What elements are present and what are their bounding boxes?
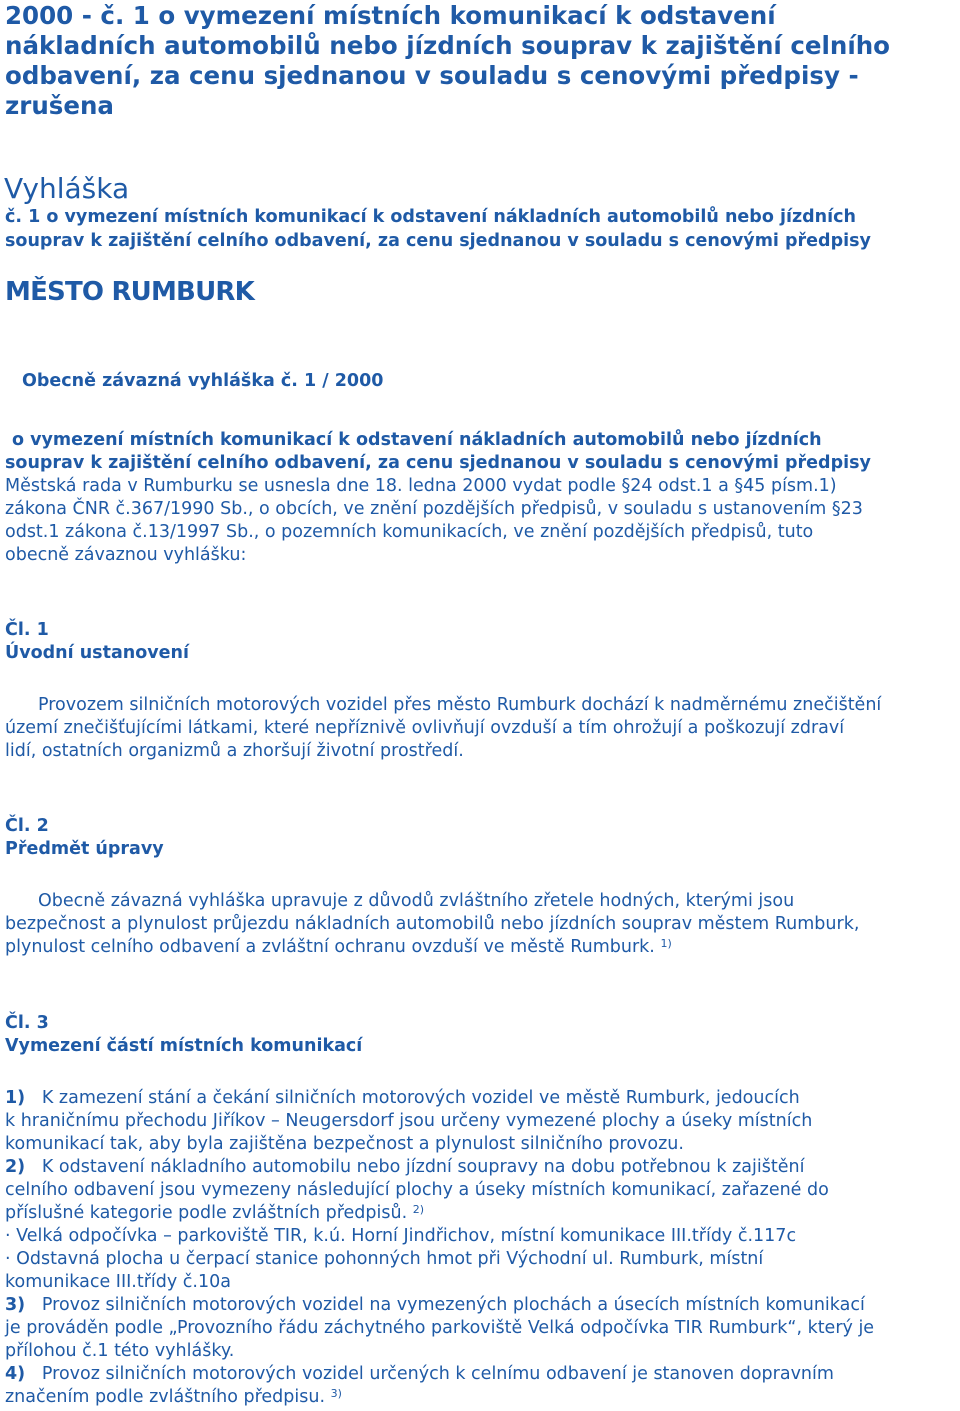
article-3-p2-line-2: celního odbavení jsou vymezeny následující plochy a úseky místních komunikací, zařazené do <box>5 1180 829 1200</box>
article-1-number: Čl. 1 <box>5 620 49 640</box>
article-3-p2-line-3-text: příslušné kategorie podle zvláštních předpisů. <box>5 1203 408 1223</box>
article-3-title: Vymezení částí místních komunikací <box>5 1036 363 1056</box>
article-3-bullet-1: · Velká odpočívka – parkoviště TIR, k.ú. Horní Jindřichov, místní komunikace III.třídy č.117c <box>5 1226 797 1246</box>
preamble-line-4: obecně závaznou vyhlášku: <box>5 545 247 565</box>
article-2-line-3 <box>5 936 672 959</box>
article-3-p4-line-2 <box>5 1386 342 1409</box>
article-3-p2-line-1 <box>5 1156 804 1179</box>
article-2-line-2: bezpečnost a plynulost průjezdu nákladních automobilů nebo jízdních souprav městem Rumburk, <box>5 914 860 934</box>
heading-line-1: 2000 - č. 1 o vymezení místních komunikací k odstavení <box>5 1 776 30</box>
heading-line-4: zrušena <box>5 91 114 120</box>
article-3-p4-line-1 <box>5 1363 834 1386</box>
preamble-line-2: zákona ČNR č.367/1990 Sb., o obcích, ve znění pozdějších předpisů, v souladu s ustanovením §23 <box>5 499 863 519</box>
article-3-p3-line-1-text: Provoz silničních motorových vozidel na vymezených plochách a úsecích místních komunikací <box>41 1295 865 1315</box>
article-2-number: Čl. 2 <box>5 816 49 836</box>
heading-line-2: nákladních automobilů nebo jízdních souprav k zajištění celního <box>5 31 890 60</box>
article-3-p2-number: 2) <box>5 1157 26 1177</box>
article-3-p1-number: 1) <box>5 1088 26 1108</box>
article-3-number: Čl. 3 <box>5 1013 49 1033</box>
footnote-ref-1[interactable]: 1) <box>660 937 672 950</box>
article-3-p4-number: 4) <box>5 1364 26 1384</box>
ordinance-title: Obecně závazná vyhláška č. 1 / 2000 <box>22 371 384 391</box>
document-type: Vyhláška <box>4 172 130 205</box>
city-name: MĚSTO RUMBURK <box>5 277 254 307</box>
article-3-p1-line-2: k hraničnímu přechodu Jiříkov – Neugersdorf jsou určeny vymezené plochy a úseky místních <box>5 1111 813 1131</box>
article-2-line-3-text: plynulost celního odbavení a zvláštní ochranu ovzduší ve městě Rumburk. <box>5 937 655 957</box>
subtitle-line-1: č. 1 o vymezení místních komunikací k odstavení nákladních automobilů nebo jízdních <box>5 207 856 227</box>
article-1-line-2: území znečišťujícími látkami, které nepříznivě ovlivňují ovzduší a tím ohrožují a poškozují zdraví <box>5 718 845 738</box>
article-3-p3-line-1 <box>5 1294 865 1317</box>
article-1-line-1: Provozem silničních motorových vozidel přes město Rumburk dochází k nadměrnému znečištění <box>38 695 882 715</box>
article-3-bullet-2-cont: komunikace III.třídy č.10a <box>5 1272 231 1292</box>
article-3-bullet-2: · Odstavná plocha u čerpací stanice pohonných hmot při Východní ul. Rumburk, místní <box>5 1249 764 1269</box>
article-3-p2-line-3 <box>5 1202 424 1225</box>
article-3-p3-number: 3) <box>5 1295 26 1315</box>
article-3-p4-line-2-text: značením podle zvláštního předpisu. <box>5 1387 326 1407</box>
article-2-line-1: Obecně závazná vyhláška upravuje z důvodů zvláštního zřetele hodných, kterými jsou <box>38 891 795 911</box>
subtitle-line-2: souprav k zajištění celního odbavení, za cenu sjednanou v souladu s cenovými předpisy <box>5 231 871 251</box>
article-3-p1-line-1-text: K zamezení stání a čekání silničních motorových vozidel ve městě Rumburk, jedoucích <box>41 1088 800 1108</box>
article-3-p3-line-2: je prováděn podle „Provozního řádu záchytného parkoviště Velká odpočívka TIR Rumburk“, který je <box>5 1318 875 1338</box>
footnote-ref-3[interactable]: 3) <box>330 1387 342 1400</box>
article-3-p3-line-3: přílohou č.1 této vyhlášky. <box>5 1341 235 1361</box>
article-3-p1-line-3: komunikací tak, aby byla zajištěna bezpečnost a plynulost silničního provozu. <box>5 1134 684 1154</box>
preamble-line-3: odst.1 zákona č.13/1997 Sb., o pozemních komunikacích, ve znění pozdějších předpisů, tuto <box>5 522 814 542</box>
heading-line-3: odbavení, za cenu sjednanou v souladu s cenovými předpisy - <box>5 61 859 90</box>
article-1-line-3: lidí, ostatních organizmů a zhoršují životní prostředí. <box>5 741 464 761</box>
article-2-title: Předmět úpravy <box>5 839 164 859</box>
preamble-bold-line-2: souprav k zajištění celního odbavení, za cenu sjednanou v souladu s cenovými předpisy <box>5 453 871 473</box>
article-3-p4-line-1-text: Provoz silničních motorových vozidel určených k celnímu odbavení je stanoven dopravním <box>41 1364 834 1384</box>
footnote-ref-2[interactable]: 2) <box>412 1203 425 1216</box>
preamble-bold-line-1: o vymezení místních komunikací k odstavení nákladních automobilů nebo jízdních <box>12 430 822 450</box>
article-3-p2-line-1-text: K odstavení nákladního automobilu nebo jízdní soupravy na dobu potřebnou k zajištění <box>41 1157 805 1177</box>
article-3-p1-line-1 <box>5 1087 800 1110</box>
preamble-line-1: Městská rada v Rumburku se usnesla dne 18. ledna 2000 vydat podle §24 odst.1 a §45 písm.1) <box>5 476 837 496</box>
article-1-title: Úvodní ustanovení <box>5 643 189 663</box>
